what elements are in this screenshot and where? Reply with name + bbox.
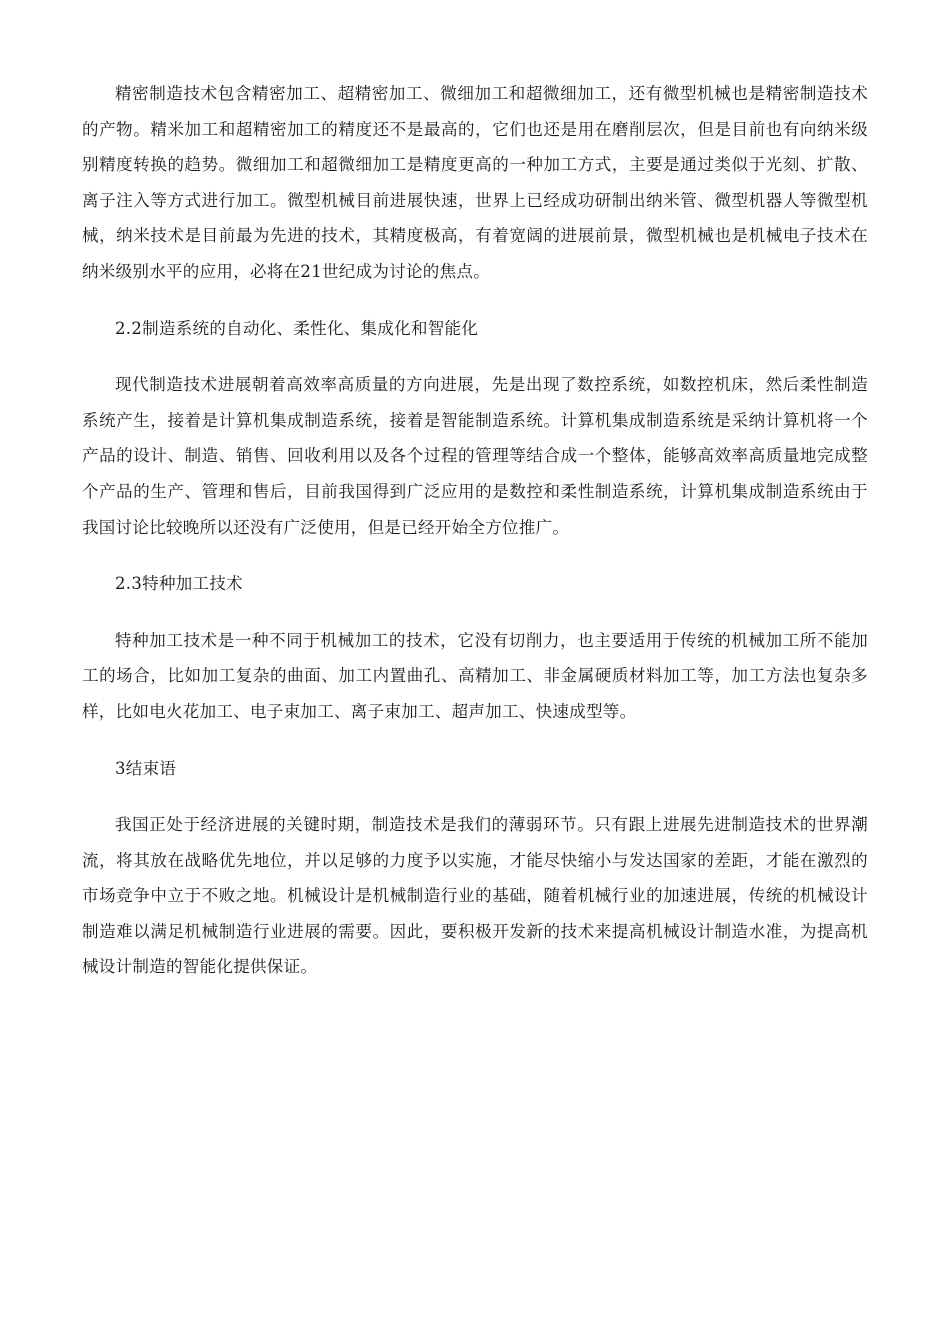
section-heading-3: 3结束语: [115, 758, 177, 778]
document-body: [82, 76, 868, 1006]
paragraph-special-machining: 特种加工技术是一种不同于机械加工的技术，它没有切削力，也主要适用于传统的机械加工所不能加工的场合，比如加工复杂的曲面、加工内置曲孔、高精加工、非金属硬质材料加工等，加工方法也复杂多样，比如电火花加工、电子束加工、离子束加工、超声加工、快速成型等。: [82, 630, 868, 721]
paragraph-manufacturing-systems: 现代制造技术进展朝着高效率高质量的方向进展，先是出现了数控系统，如数控机床，然后柔性制造系统产生，接着是计算机集成制造系统，接着是智能制造系统。计算机集成制造系统是采纳计算机将一个产品的设计、制造、销售、回收利用以及各个过程的管理等结合成一个整体，能够高效率高质量地完成整个产品的生产、管理和售后，目前我国得到广泛应用的是数控和柔性制造系统，计算机集成制造系统由于我国讨论比较晚所以还没有广泛使用，但是已经开始全方位推广。: [82, 375, 868, 537]
paragraph-precision-manufacturing: 精密制造技术包含精密加工、超精密加工、微细加工和超微细加工，还有微型机械也是精密制造技术的产物。精米加工和超精密加工的精度还不是最高的，它们也还是用在磨削层次，但是目前也有向纳米级别精度转换的趋势。微细加工和超微细加工是精度更高的一种加工方式，主要是通过类似于光刻、扩散、离子注入等方式进行加工。微型机械目前进展快速，世界上已经成功研制出纳米管、微型机器人等微型机械，纳米技术是目前最为先进的技术，其精度极高，有着宽阔的进展前景，微型机械也是机械电子技术在纳米级别水平的应用，必将在21世纪成为讨论的焦点。: [82, 84, 868, 281]
paragraph-conclusion: 我国正处于经济进展的关键时期，制造技术是我们的薄弱环节。只有跟上进展先进制造技术的世界潮流，将其放在战略优先地位，并以足够的力度予以实施，才能尽快缩小与发达国家的差距，才能在激烈的市场竞争中立于不败之地。机械设计是机械制造行业的基础，随着机械行业的加速进展，传统的机械设计制造难以满足机械制造行业进展的需要。因此，要积极开发新的技术来提高机械设计制造水准，为提高机械设计制造的智能化提供保证。: [82, 815, 868, 977]
section-heading-2-3: 2.3特种加工技术: [115, 574, 243, 594]
section-heading-2-2: 2.2制造系统的自动化、柔性化、集成化和智能化: [115, 318, 479, 338]
